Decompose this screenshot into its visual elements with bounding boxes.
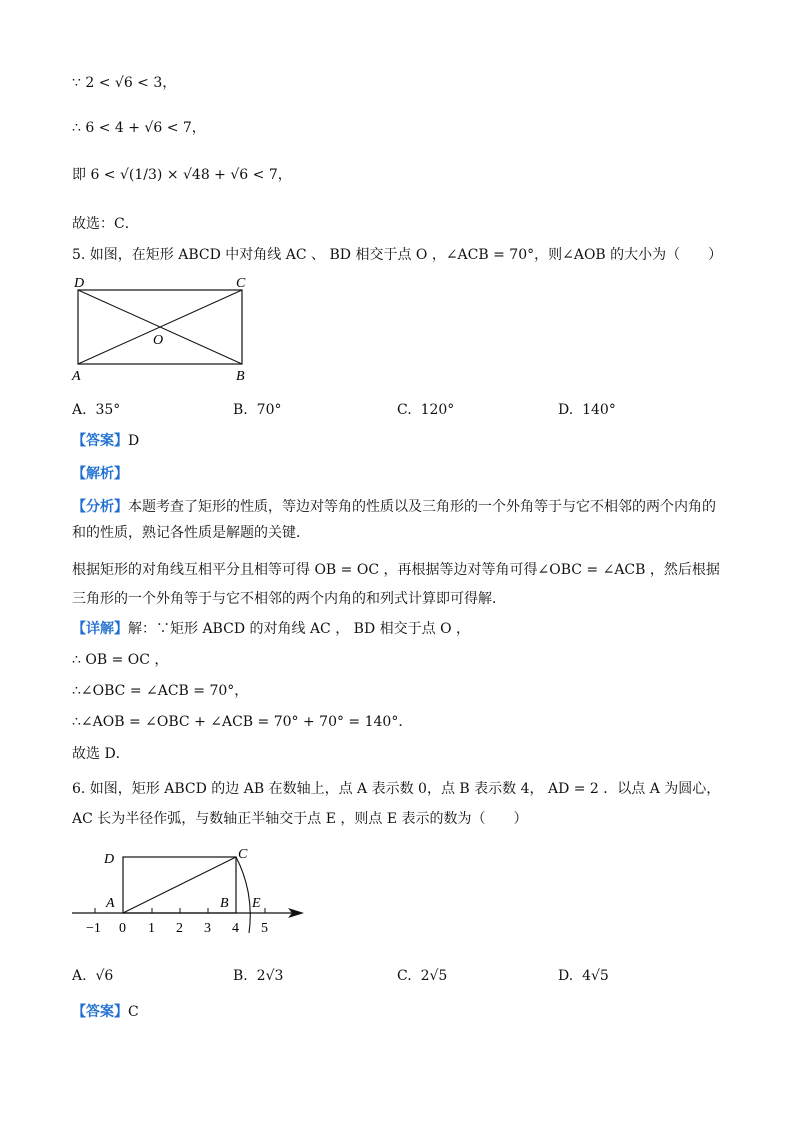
q5-detail-2: ∴ OB = OC ， bbox=[72, 652, 169, 668]
q5-stem: 5. 如图，在矩形 ABCD 中对角线 AC 、 BD 相交于点 O ，∠ACB = 70°，则∠AOB 的大小为（ ） bbox=[72, 247, 723, 263]
q5-choose: 故选 D． bbox=[72, 746, 130, 762]
q5-option-b: B. 70° bbox=[233, 402, 282, 418]
q6-option-d: D. 4√5 bbox=[558, 968, 609, 984]
q5-answer: 【答案】D bbox=[72, 433, 140, 449]
q5-detail-4: ∴∠AOB = ∠OBC + ∠ACB = 70° + 70° = 140°． bbox=[72, 714, 413, 730]
q6-option-c: C. 2√5 bbox=[397, 968, 448, 984]
q5-label-C: C bbox=[236, 276, 246, 291]
q6-label-C: C bbox=[238, 847, 248, 862]
q6-tick-label: 1 bbox=[148, 921, 155, 936]
q6-tick-label: 5 bbox=[261, 921, 268, 936]
prev-line-2: ∴ 6 < 4 + √6 < 7， bbox=[72, 120, 206, 136]
q6-label-B: B bbox=[220, 896, 229, 911]
q6-stem: 6. 如图，矩形 ABCD 的边 AB 在数轴上，点 A 表示数 0，点 B 表示数 4， AD = 2 ．以点 A 为圆心， AC 长为半径作弧，与数轴正半轴交于点 E ，则点 E 表示的数为（ ） bbox=[72, 781, 721, 827]
q5-rectangle-figure bbox=[66, 276, 262, 384]
q6-tick-label: 3 bbox=[204, 921, 211, 936]
q5-detail-3: ∴∠OBC = ∠ACB = 70°， bbox=[72, 683, 249, 699]
q6-numberline-figure bbox=[66, 838, 316, 942]
q6-tick-label: 0 bbox=[119, 921, 126, 936]
q5-option-d: D. 140° bbox=[558, 402, 616, 418]
q6-tick-label: −1 bbox=[86, 921, 101, 936]
q5-label-O: O bbox=[153, 333, 164, 348]
q5-detail-1: 【详解】解：∵矩形 ABCD 的对角线 AC ， BD 相交于点 O ， bbox=[72, 621, 471, 637]
q5-label-D: D bbox=[74, 276, 85, 291]
q6-tick-label: 2 bbox=[176, 921, 183, 936]
prev-choose: 故选：C． bbox=[72, 216, 139, 232]
q5-option-c: C. 120° bbox=[397, 402, 455, 418]
q6-label-A: A bbox=[106, 896, 115, 911]
q6-option-b: B. 2√3 bbox=[233, 968, 284, 984]
prev-line-1: ∵ 2 < √6 < 3， bbox=[72, 75, 177, 91]
q5-option-a: A. 35° bbox=[72, 402, 121, 418]
q5-label-B: B bbox=[236, 369, 245, 384]
q6-label-D: D bbox=[104, 852, 115, 867]
q5-fenxi: 【分析】本题考查了矩形的性质，等边对等角的性质以及三角形的一个外角等于与它不相邻的两个内角的和的性质，熟记各性质是解题的关键． bbox=[72, 499, 716, 541]
q6-label-E: E bbox=[252, 896, 261, 911]
q5-analysis-heading: 【解析】 bbox=[72, 466, 128, 482]
q5-reason: 根据矩形的对角线互相平分且相等可得 OB = OC ，再根据等边对等角可得∠OBC = ∠ACB ，然后根据三角形的一个外角等于与它不相邻的两个内角的和列式计算即可得解． bbox=[72, 562, 720, 607]
q6-option-a: A. √6 bbox=[72, 968, 114, 984]
q5-label-A: A bbox=[72, 369, 81, 384]
q6-answer: 【答案】C bbox=[72, 1004, 139, 1020]
prev-line-3: 即 6 < √(1/3) × √48 + √6 < 7， bbox=[72, 167, 292, 183]
q6-tick-label: 4 bbox=[232, 921, 239, 936]
